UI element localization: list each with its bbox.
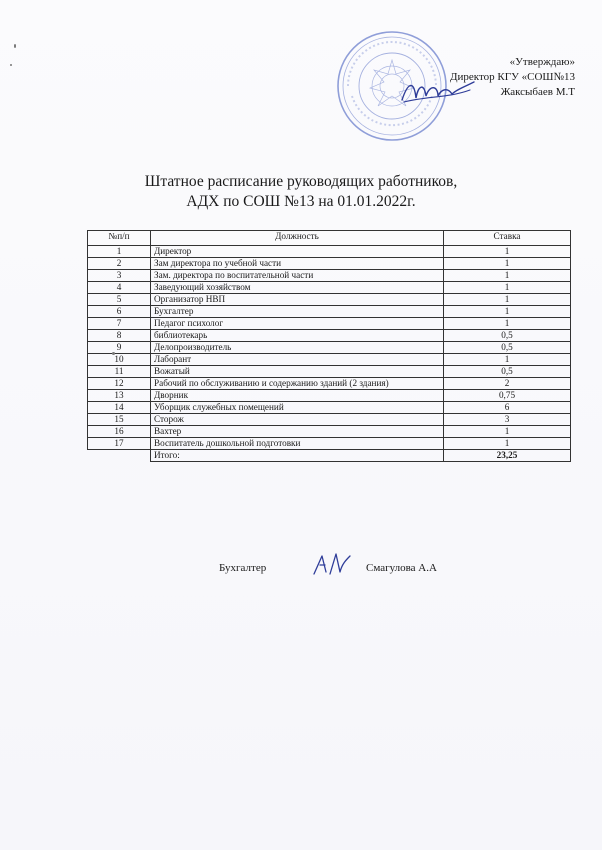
accountant-label: Бухгалтер	[219, 562, 267, 574]
row-rate: 1	[444, 258, 571, 270]
row-number: 4	[88, 282, 151, 294]
table-row	[88, 270, 571, 282]
row-number: 12	[88, 378, 151, 390]
row-rate: 1	[444, 354, 571, 366]
row-rate: 1	[444, 318, 571, 330]
row-number: 3	[88, 270, 151, 282]
row-number: 5	[88, 294, 151, 306]
title-line-2: АДХ по СОШ №13 на 01.01.2022г.	[186, 193, 416, 210]
row-number: 11	[88, 366, 151, 378]
row-rate: 1	[444, 282, 571, 294]
row-rate: 1	[444, 294, 571, 306]
row-rate: 0,5	[444, 342, 571, 354]
row-rate: 1	[444, 306, 571, 318]
signature-icon	[398, 76, 478, 106]
row-rate: 3	[444, 414, 571, 426]
table-row	[88, 318, 571, 330]
row-rate: 1	[444, 270, 571, 282]
row-rate: 0,5	[444, 330, 571, 342]
row-number: 7	[88, 318, 151, 330]
row-rate: 6	[444, 402, 571, 414]
approval-director-title: Директор КГУ «СОШ№13	[450, 71, 575, 83]
row-position: Заведующий хозяйством	[151, 282, 444, 294]
document-title	[0, 172, 602, 212]
row-position: библиотекарь	[151, 330, 444, 342]
table-row	[88, 426, 571, 438]
row-position: Организатор НВП	[151, 294, 444, 306]
row-number: 10	[88, 354, 151, 366]
table-row	[88, 354, 571, 366]
row-position: Вожатый	[151, 366, 444, 378]
table-header-row	[88, 231, 571, 246]
scan-speck	[14, 44, 16, 48]
header-number: №п/п	[88, 231, 151, 246]
row-position: Делопроизводитель	[151, 342, 444, 354]
row-position: Зам директора по учебной части	[151, 258, 444, 270]
row-rate: 0,5	[444, 366, 571, 378]
row-position: Лаборант	[151, 354, 444, 366]
row-rate: 2	[444, 378, 571, 390]
row-rate: 1	[444, 438, 571, 450]
row-number: 2	[88, 258, 151, 270]
total-empty-cell	[88, 450, 151, 462]
row-number: 8	[88, 330, 151, 342]
approval-heading: «Утверждаю»	[509, 56, 575, 68]
table-row	[88, 378, 571, 390]
scan-speck	[10, 64, 12, 66]
table-row	[88, 342, 571, 354]
row-position: Дворник	[151, 390, 444, 402]
row-position: Рабочий по обслуживанию и содержанию зданий (2 здания)	[151, 378, 444, 390]
table-row	[88, 282, 571, 294]
row-number: 13	[88, 390, 151, 402]
row-rate: 0,75	[444, 390, 571, 402]
row-position: Зам. директора по воспитательной части	[151, 270, 444, 282]
row-number: 15	[88, 414, 151, 426]
table-row	[88, 390, 571, 402]
row-position: Сторож	[151, 414, 444, 426]
row-position: Бухгалтер	[151, 306, 444, 318]
header-position: Должность	[151, 231, 444, 246]
row-rate: 1	[444, 426, 571, 438]
table-row	[88, 366, 571, 378]
table-row	[88, 414, 571, 426]
table-row	[88, 294, 571, 306]
row-position: Воспитатель дошкольной подготовки	[151, 438, 444, 450]
table-row	[88, 258, 571, 270]
signature-icon	[310, 550, 354, 578]
row-number: 6	[88, 306, 151, 318]
header-rate: Ставка	[444, 231, 571, 246]
row-number: 9	[88, 342, 151, 354]
row-number: 16	[88, 426, 151, 438]
table-row	[88, 246, 571, 258]
approval-director-name: Жаксыбаев М.Т	[500, 86, 575, 98]
table-row	[88, 330, 571, 342]
row-number: 1	[88, 246, 151, 258]
title-line-1: Штатное расписание руководящих работников,	[144, 173, 458, 190]
scan-speck	[112, 352, 115, 355]
row-number: 17	[88, 438, 151, 450]
row-number: 14	[88, 402, 151, 414]
total-value: 23,25	[444, 450, 571, 462]
table-row	[88, 402, 571, 414]
table-row	[88, 438, 571, 450]
row-position: Уборщик служебных помещений	[151, 402, 444, 414]
staff-table	[87, 230, 571, 462]
total-label: Итого:	[151, 450, 444, 462]
table-row	[88, 306, 571, 318]
row-position: Педагог психолог	[151, 318, 444, 330]
row-rate: 1	[444, 246, 571, 258]
row-position: Директор	[151, 246, 444, 258]
accountant-name: Смагулова А.А	[366, 562, 437, 574]
row-position: Вахтер	[151, 426, 444, 438]
table-total-row	[88, 450, 571, 462]
